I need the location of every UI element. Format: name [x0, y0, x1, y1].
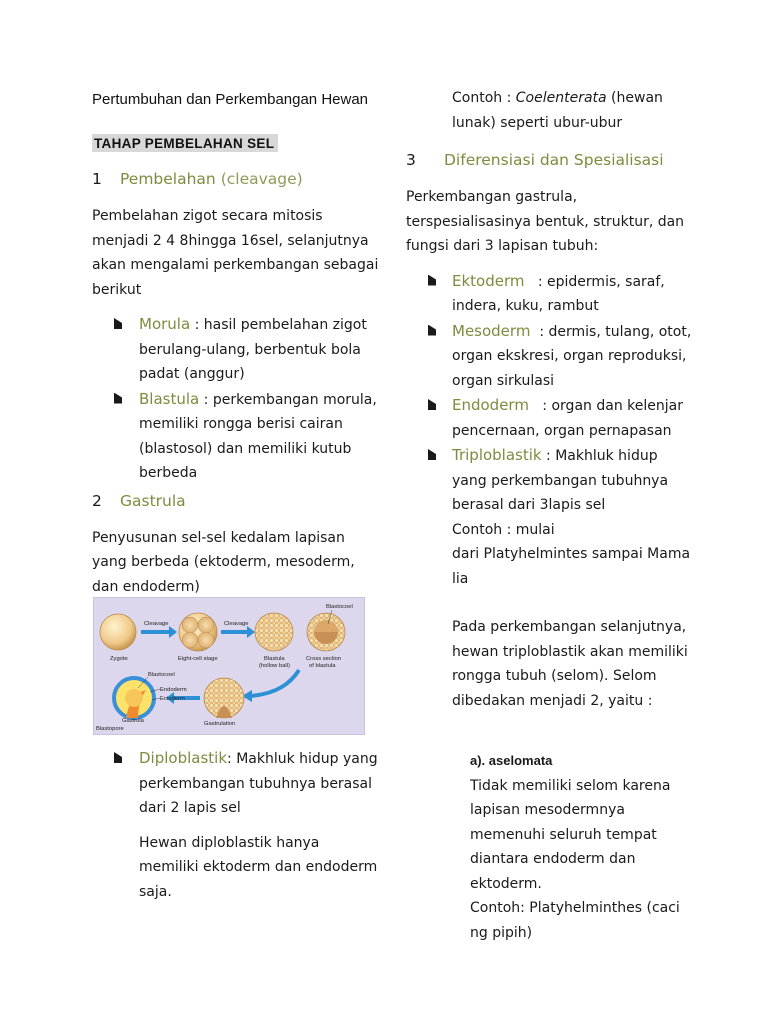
label-cleavage-2: Cleavage: [224, 621, 249, 627]
heading-number: 2: [92, 491, 102, 510]
paragraph-pembelahan: Pembelahan zigot secara mitosis menjadi 2 4 8hingga 16sel, selanjutnya akan mengalami perkembangan sebagai berikut: [92, 208, 379, 298]
label-eight-cell: Eight-cell stage: [178, 656, 218, 662]
definition-text: dermis, tulang, otot, organ ekskresi, organ reproduksi, organ sirkulasi: [452, 323, 692, 389]
document-title: Pertumbuhan dan Perkembangan Hewan: [92, 91, 369, 108]
term-ektoderm: Ektoderm: [452, 271, 525, 290]
paragraph-contoh-coelenterata: [406, 86, 696, 135]
bullet-icon: [428, 325, 436, 336]
label-gastrulation: Gastrulation: [204, 721, 236, 727]
label-cross-section: Cross section: [306, 656, 342, 662]
bullet-icon: [114, 752, 122, 763]
heading-number: 1: [92, 170, 102, 188]
list-item: [92, 746, 382, 821]
heading-number: 3: [406, 151, 416, 169]
heading-title: Gastrula: [120, 491, 186, 510]
term-separator: :: [528, 398, 552, 414]
definition-text: hasil pembelahan zigot berulang-ulang, berbentuk bola padat (anggur): [139, 317, 367, 382]
bullet-icon: [428, 399, 436, 410]
left-column: [92, 88, 382, 599]
label-blastula: Blastula: [264, 656, 285, 662]
triploblastik-contoh-2: dari Platyhelmintes sampai Mama lia: [452, 546, 691, 587]
term-separator: :: [541, 448, 556, 464]
gastrula-illustration: [114, 678, 154, 718]
list-item: [428, 443, 696, 591]
term-separator: :: [524, 273, 548, 290]
arrow-icon: [221, 626, 255, 638]
heading-title: Diferensiasi dan Spesialisasi: [444, 151, 664, 169]
left-column-lower: [92, 746, 382, 904]
triploblastik-contoh-1: Contoh : mulai: [452, 521, 555, 538]
bullet-list-germ-layers: [406, 269, 696, 592]
label-cleavage-1: Cleavage: [144, 621, 169, 627]
label-blastopore: Blastopore: [96, 726, 124, 732]
label-zygote: Zygote: [110, 656, 128, 662]
zygote-illustration: [100, 614, 136, 650]
term-morula: Morula: [139, 315, 191, 333]
term-diploblastik: Diploblastik: [139, 749, 228, 767]
term-mesoderm: Mesoderm: [452, 321, 531, 340]
list-item: [92, 387, 382, 486]
label-endoderm: Endoderm: [160, 687, 187, 693]
bullet-list-stages: [92, 312, 382, 486]
label-blastula-sub: (hollow ball): [259, 663, 290, 669]
definition-text: epidermis, saraf, indera, kuku, rambut: [452, 273, 665, 314]
embryo-development-diagram: [93, 597, 365, 735]
blastula-illustration: [255, 613, 293, 651]
paragraph-diferensiasi: Perkembangan gastrula, terspesialisasinya bentuk, struktur, dan fungsi dari 3 lapisan tubuh:: [406, 189, 685, 254]
term-separator: :: [190, 317, 204, 333]
heading-subtitle: (cleavage): [220, 170, 303, 188]
contoh-rest: (hewan lunak) seperti ubur-ubur: [452, 90, 663, 131]
term-separator: :: [227, 751, 237, 767]
curved-arrow-icon: [242, 670, 299, 702]
label-blastocoel-top: Blastocoel: [326, 604, 353, 610]
heading-title: Pembelahan: [120, 170, 216, 188]
term-endoderm: Endoderm: [452, 396, 529, 414]
label-blastocoel-left: Blastocoel: [148, 672, 175, 678]
aselomata-contoh: Contoh: Platyhelminthes (caci ng pipih): [470, 900, 680, 941]
right-column: [406, 86, 696, 945]
gastrulation-illustration: [204, 678, 244, 718]
heading-diferensiasi: [406, 149, 696, 171]
arrow-icon: [141, 626, 177, 638]
eight-cell-illustration: [179, 613, 217, 651]
definition-text: perkembangan morula, memiliki rongga berisi cairan (blastosol) dan memiliki kutub berbeda: [139, 391, 377, 481]
contoh-taxon: Coelenterata: [515, 90, 607, 106]
list-item: [428, 393, 696, 443]
definition-text: Makhluk hidup yang perkembangan tubuhnya berasal dari 3lapis sel: [452, 448, 669, 513]
heading-pembelahan: [92, 168, 382, 190]
list-item: [428, 319, 696, 394]
aselomata-description: Tidak memiliki selom karena lapisan mesodermnya memenuhi seluruh tempat diantara endoderm dan ektoderm.: [470, 777, 671, 892]
term-separator: :: [530, 323, 549, 340]
label-cross-section-sub: of blastula: [309, 663, 336, 669]
bullet-icon: [114, 393, 122, 404]
term-blastula: Blastula: [139, 389, 200, 408]
bullet-icon: [428, 449, 436, 460]
term-triploblastik: Triploblastik: [452, 446, 542, 464]
label-gastrula: Gastrula: [122, 718, 144, 724]
paragraph-diploblastik-note: Hewan diploblastik hanya memiliki ektoderm dan endoderm saja.: [139, 834, 378, 900]
definition-text: organ dan kelenjar pencernaan, organ pernapasan: [452, 398, 683, 439]
term-separator: :: [199, 391, 213, 408]
contoh-label: Contoh :: [452, 90, 516, 106]
definition-text: Makhluk hidup yang perkembangan tubuhnya berasal dari 2 lapis sel: [139, 751, 378, 816]
list-item: [92, 312, 382, 387]
subheading-aselomata: a). aselomata: [470, 753, 553, 768]
bullet-icon: [428, 275, 436, 286]
label-ectoderm: Ectoderm: [160, 696, 185, 702]
heading-gastrula: [92, 490, 382, 512]
section-title: TAHAP PEMBELAHAN SEL: [92, 134, 278, 152]
blastula-cross-section-illustration: [307, 613, 345, 651]
bullet-icon: [114, 318, 122, 329]
paragraph-gastrula: Penyusunan sel-sel kedalam lapisan yang berbeda (ektoderm, mesoderm, dan endoderm): [92, 529, 355, 595]
aselomata-block: [406, 749, 696, 945]
list-item: [428, 269, 696, 319]
bullet-list-diploblastik: [92, 746, 382, 821]
paragraph-selom: Pada perkembangan selanjutnya, hewan triploblastik akan memiliki rongga tubuh (selom). Selom dibedakan menjadi 2, yaitu :: [452, 619, 688, 709]
